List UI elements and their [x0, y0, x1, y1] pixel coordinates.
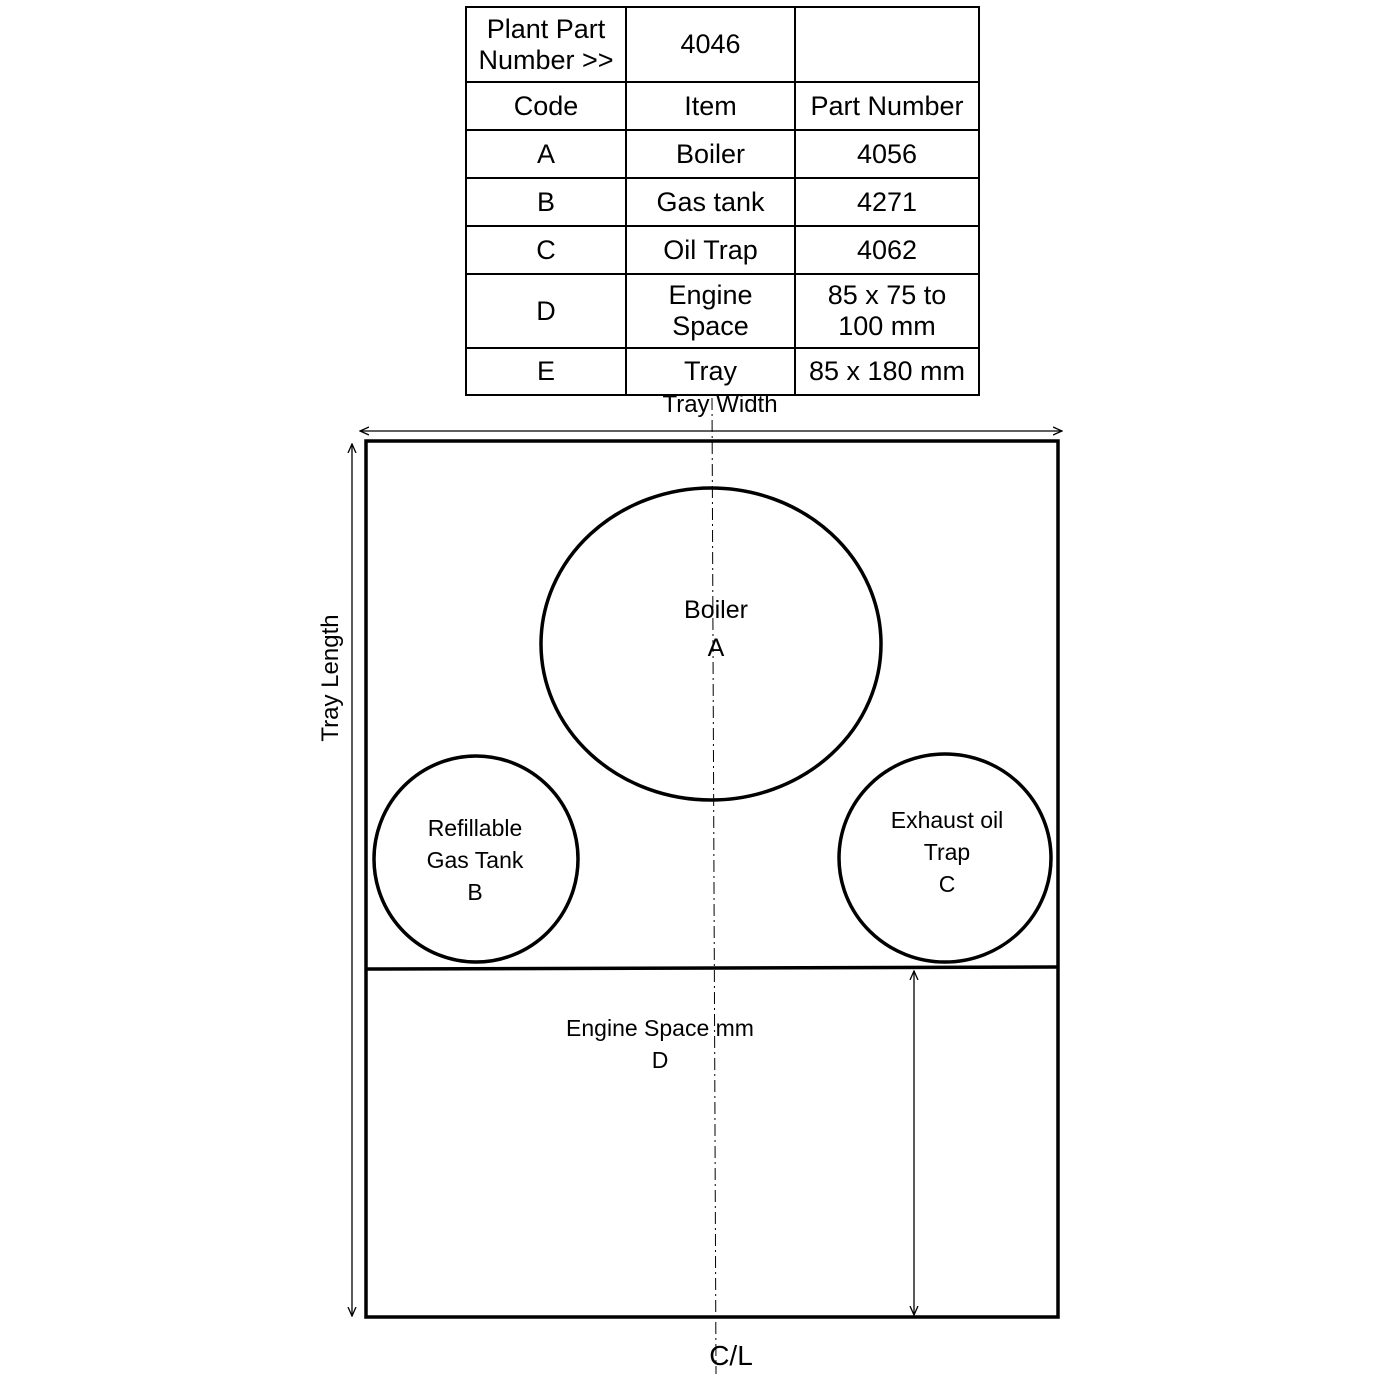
oil-trap-label-line2: Trap [923, 839, 971, 865]
header-code: Code [466, 82, 626, 130]
gas-tank-label-line1: Refillable [427, 815, 523, 841]
table-row [466, 274, 979, 348]
plant-part-row [466, 7, 979, 82]
table-row [466, 348, 979, 395]
plant-part-label: Plant Part Number >> [466, 7, 626, 82]
tray-width-label: Tray Width [662, 391, 778, 418]
plant-part-extra [795, 7, 979, 82]
row-item: Gas tank [626, 178, 795, 226]
row-item: Oil Trap [626, 226, 795, 274]
row-part: 85 x 180 mm [795, 348, 979, 395]
row-part: 85 x 75 to 100 mm [795, 274, 979, 348]
engine-space-code: D [651, 1047, 669, 1073]
boiler-name: Boiler [684, 596, 748, 624]
row-item: Engine Space [626, 274, 795, 348]
tray-length-label: Tray Length [317, 614, 344, 742]
plant-part-number: 4046 [626, 7, 795, 82]
row-code: C [466, 226, 626, 274]
row-item: Tray [626, 348, 795, 395]
row-code: B [466, 178, 626, 226]
oil-trap-label-line1: Exhaust oil [890, 807, 1004, 833]
engine-space-divider [366, 967, 1058, 969]
oil-trap-code: C [938, 871, 956, 897]
header-part-number: Part Number [795, 82, 979, 130]
header-item: Item [626, 82, 795, 130]
row-part: 4271 [795, 178, 979, 226]
engine-space-label: Engine Space mm [566, 1015, 754, 1041]
row-code: A [466, 130, 626, 178]
row-part: 4056 [795, 130, 979, 178]
gas-tank-code: B [467, 879, 483, 905]
row-code: E [466, 348, 626, 395]
table-header-row [466, 82, 979, 130]
table-row [466, 226, 979, 274]
table-row [466, 178, 979, 226]
row-part: 4062 [795, 226, 979, 274]
row-code: D [466, 274, 626, 348]
table-row [466, 130, 979, 178]
parts-table [465, 6, 980, 396]
centerline [712, 398, 716, 1374]
gas-tank-label-line2: Gas Tank [426, 847, 524, 873]
row-item: Boiler [626, 130, 795, 178]
centerline-label: C/L [709, 1340, 753, 1371]
boiler-code: A [707, 634, 725, 662]
